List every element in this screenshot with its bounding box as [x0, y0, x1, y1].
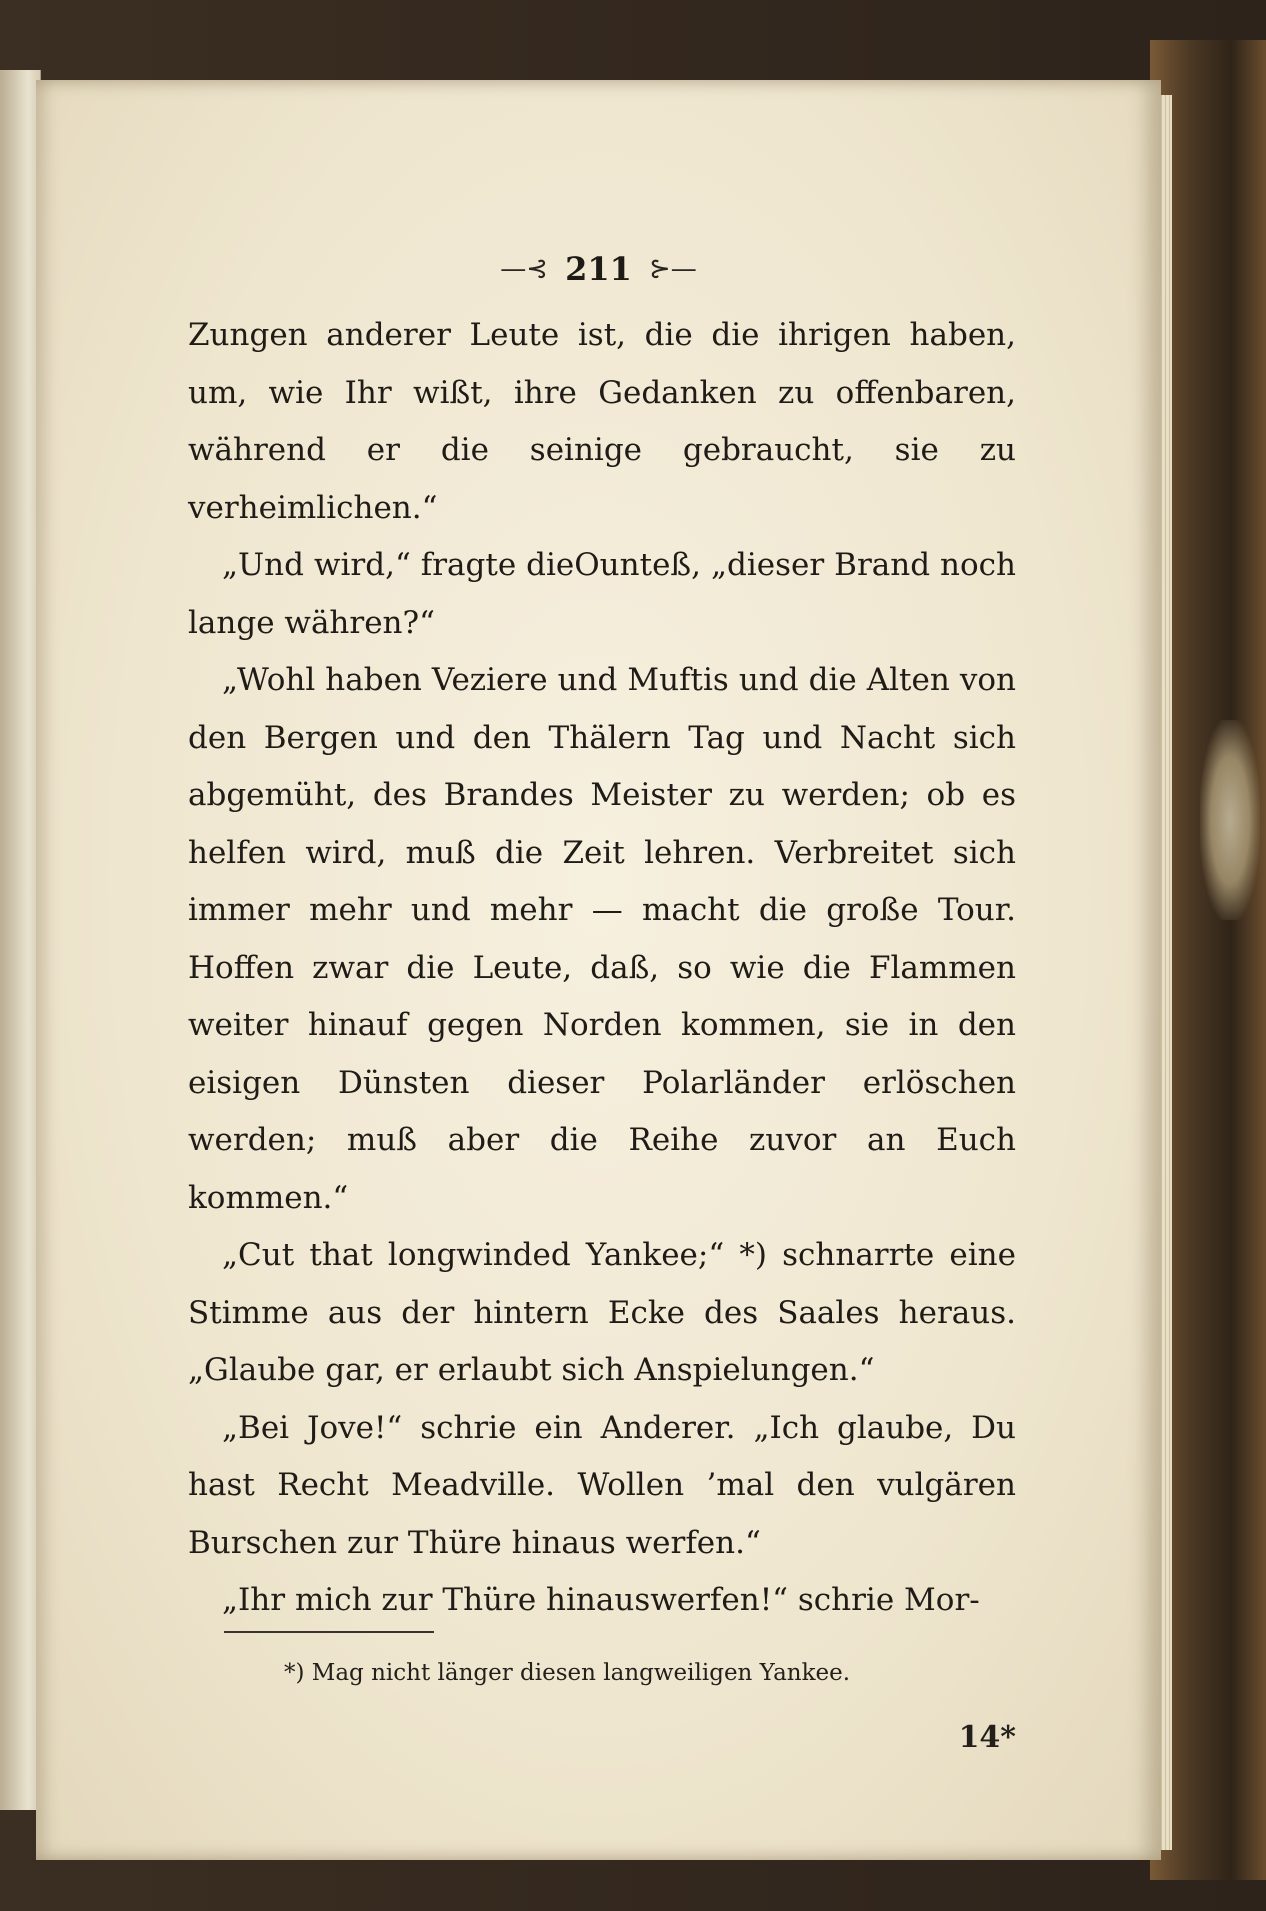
paragraph: „Und wird,“ fragte dieOunteß, „dieser Brand noch lange währen?“	[188, 547, 1016, 641]
paragraph: „Cut that longwinded Yankee;“ *) schnarrte eine Stimme aus der hintern Ecke des Saales heraus. „Glaube gar, er erlaubt sich Anspielungen.“	[188, 1237, 1016, 1388]
book-page	[36, 80, 1161, 1860]
paragraph: „Ihr mich zur Thüre hinauswerfen!“ schrie Mor-	[222, 1582, 980, 1618]
paragraph: „Wohl haben Veziere und Muftis und die Alten von den Bergen und den Thälern Tag und Nacht sich abgemüht, des Brandes Meister zu werden; ob es helfen wird, muß die Zeit lehren. Verbreitet sich immer mehr und mehr — macht die große Tour. Hoffen zwar die Leute, daß, so wie die Flammen weiter hinauf gegen Norden kommen, sie in den eisigen Dünsten dieser Polarländer erlöschen werden; muß aber die Reihe zuvor an Euch kommen.“	[188, 662, 1016, 1216]
footnote-divider	[224, 1631, 434, 1633]
footnote: *) Mag nicht länger diesen langweiligen Yankee.	[284, 1660, 851, 1686]
paragraph: Zungen anderer Leute ist, die die ihrigen haben, um, wie Ihr wißt, ihre Gedanken zu offenbaren, während er die seinige gebraucht, sie zu verheimlichen.“	[188, 317, 1016, 526]
cover-wear-mark	[1200, 720, 1260, 920]
page-number: 211	[565, 250, 632, 288]
signature-mark: 14*	[958, 1720, 1016, 1755]
ornament-left-icon: —⊰	[500, 254, 548, 284]
body-text	[188, 307, 1016, 1630]
page-header	[36, 250, 1161, 288]
paragraph: „Bei Jove!“ schrie ein Anderer. „Ich glaube, Du hast Recht Meadville. Wollen ’mal den vulgären Burschen zur Thüre hinaus werfen.“	[188, 1409, 1016, 1561]
ornament-right-icon: ⊱—	[648, 254, 697, 284]
left-page-edge	[0, 70, 41, 1810]
